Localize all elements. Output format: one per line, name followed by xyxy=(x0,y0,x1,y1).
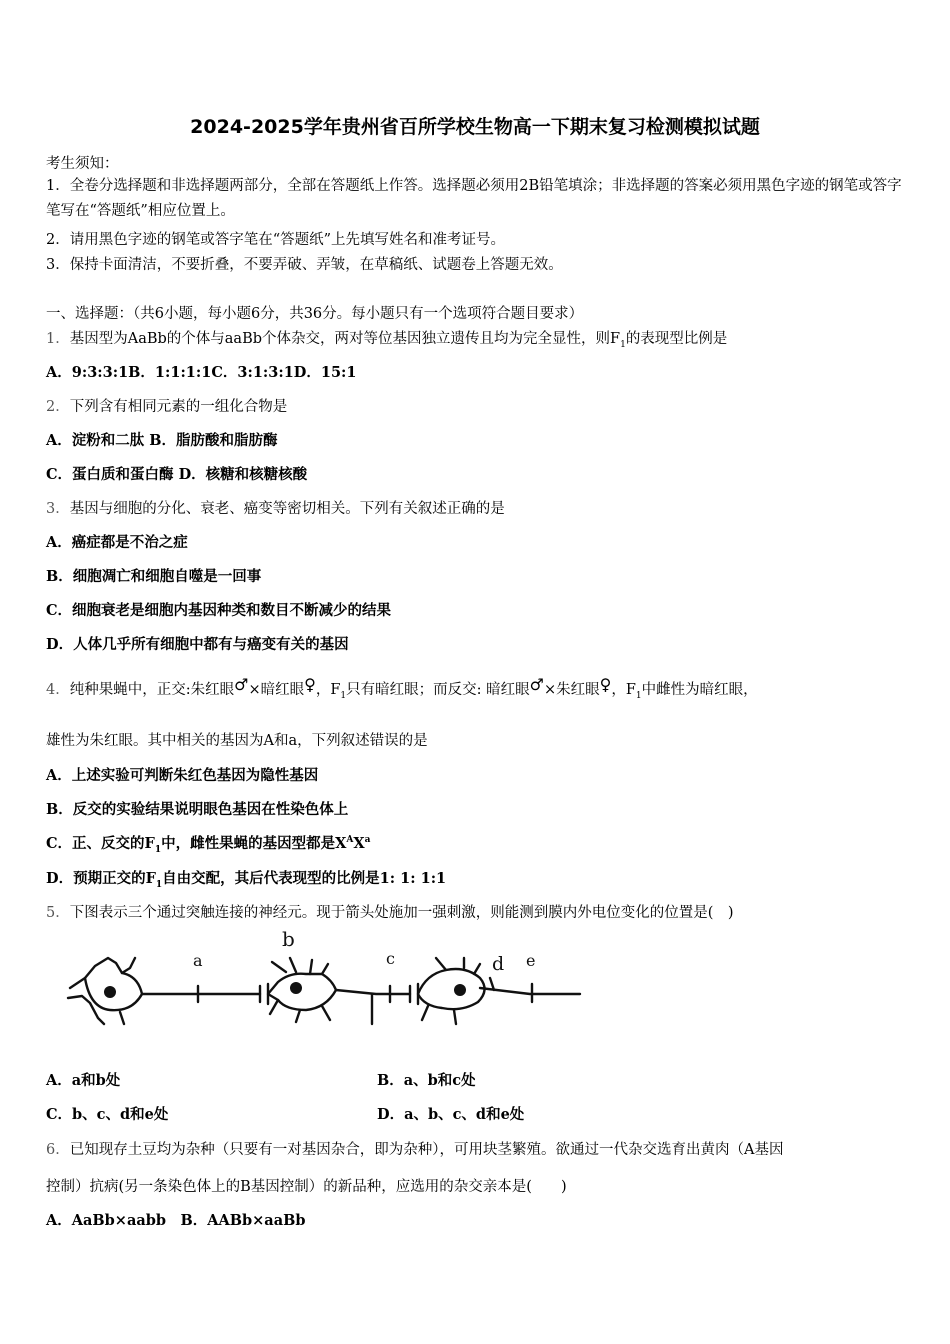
question-number: 3． xyxy=(46,501,70,517)
stem-text: 纯种果蝇中，正交:朱红眼 xyxy=(69,682,235,698)
question-number: 6． xyxy=(46,1142,70,1158)
neuron-3-nucleus xyxy=(454,984,466,996)
stem-text: 的表现型比例是 xyxy=(625,331,728,347)
question-3-option-b: B．细胞凋亡和细胞自噬是一回事 xyxy=(46,568,262,585)
question-3-option-a: A．癌症都是不治之症 xyxy=(46,534,188,551)
question-3-option-d: D．人体几乎所有细胞中都有与癌变有关的基因 xyxy=(46,636,349,653)
option-text: C．正、反交的F xyxy=(46,835,155,852)
option-text: C．蛋白质和蛋白酶 D．核糖和核糖核酸 xyxy=(46,466,308,483)
notice-item-2: 2．请用黑色字迹的钢笔或答字笔在“答题纸”上先填写姓名和准考证号。 xyxy=(46,232,506,248)
question-number: 2． xyxy=(46,399,70,415)
page-title: 2024-2025学年贵州省百所学校生物高一下期末复习检测模拟试题 xyxy=(190,116,760,138)
question-3-option-c: C．细胞衰老是细胞内基因种类和数目不断减少的结果 xyxy=(46,602,392,619)
question-2-option-ab xyxy=(46,429,278,450)
female-symbol-icon: ♀ xyxy=(304,675,316,694)
option-text: 中，雌性果蝇的基因型都是X xyxy=(161,835,347,852)
stem-text: ，F xyxy=(611,682,636,698)
question-6-stem xyxy=(46,1138,783,1159)
label-d: d xyxy=(492,953,505,975)
female-symbol-icon: ♀ xyxy=(599,675,612,694)
question-1-stem xyxy=(46,327,727,350)
neuron-diagram xyxy=(60,928,590,1033)
option-text: A．淀粉和二肽 B．脂肪酸和脂肪酶 xyxy=(46,432,278,449)
stem-text: ×暗红眼 xyxy=(248,682,305,698)
label-c: c xyxy=(386,949,395,968)
question-5-option-a: A．a和b处 xyxy=(46,1072,121,1089)
question-5-option-c: C．b、c、d和e处 xyxy=(46,1106,169,1123)
question-3-stem xyxy=(46,497,505,518)
stem-text: 下列含有相同元素的一组化合物是 xyxy=(69,399,288,415)
stem-text: ，F xyxy=(315,682,341,698)
question-number: 5． xyxy=(46,905,70,921)
subscript: 1 xyxy=(340,690,347,701)
option-text: 自由交配，其后代表现型的比例是1: 1: 1:1 xyxy=(162,870,447,887)
question-1-options: A．9:3:3:1B．1:1:1:1C．3:1:3:1D．15:1 xyxy=(46,364,357,381)
stem-text: 已知现存土豆均为杂种（只要有一对基因杂合，即为杂种），可用块茎繁殖。欲通过一代杂交选育出黄肉（A基因 xyxy=(69,1142,784,1158)
option-text: D．预期正交的F xyxy=(46,870,156,887)
superscript: a xyxy=(364,835,371,846)
question-4-stem xyxy=(46,675,758,701)
section-heading: 一、选择题：（共6小题，每小题6分，共36分。每小题只有一个选项符合题目要求） xyxy=(46,306,584,322)
question-5-stem xyxy=(46,901,734,922)
question-6-options: A．AaBb×aabb B．AABb×aaBb xyxy=(46,1212,306,1229)
neuron-2-dendrite xyxy=(272,958,328,974)
question-2-option-cd xyxy=(46,463,307,484)
question-4-stem-line2: 雄性为朱红眼。其中相关的基因为A和a，下列叙述错误的是 xyxy=(46,733,428,749)
label-a: a xyxy=(193,951,203,970)
neuron-1-dendrite xyxy=(120,1012,124,1024)
neuron-2-dendrite xyxy=(270,1000,330,1022)
neuron-3-axon xyxy=(480,988,580,994)
superscript: A xyxy=(346,835,354,846)
question-4-option-a: A．上述实验可判断朱红色基因为隐性基因 xyxy=(46,767,319,784)
notice-heading: 考生须知： xyxy=(46,156,119,172)
question-number: 1． xyxy=(46,331,70,347)
stem-text: 基因型为AaBb的个体与aaBb个体杂交，两对等位基因独立遗传且均为完全显性，则F xyxy=(69,331,621,347)
label-b: b xyxy=(282,928,295,951)
question-4-option-d xyxy=(46,867,446,890)
male-symbol-icon: ♂ xyxy=(529,675,544,694)
neuron-1-dendrite xyxy=(68,996,104,1024)
option-text: X xyxy=(353,835,365,852)
notice-item-1: 1．全卷分选择题和非选择题两部分，全部在答题纸上作答。选择题必须用2B铅笔填涂；非选择题的答案必须用黑色字迹的钢笔或答字笔写在“答题纸”相应位置上。 xyxy=(46,178,902,219)
neuron-2-body xyxy=(268,974,336,1010)
notice-item-3: 3．保持卡面清洁，不要折叠，不要弄破、弄皱，在草稿纸、试题卷上答题无效。 xyxy=(46,257,563,273)
question-4-option-c xyxy=(46,832,370,855)
label-e: e xyxy=(526,951,536,970)
stem-text: 基因与细胞的分化、衰老、癌变等密切相关。下列有关叙述正确的是 xyxy=(69,501,505,517)
question-6-stem-line2: 控制）抗病(另一条染色体上的B基因控制）的新品种，应选用的杂交亲本是( ) xyxy=(46,1179,567,1195)
stem-text: 只有暗红眼；而反交: 暗红眼 xyxy=(346,682,530,698)
subscript: 1 xyxy=(155,879,163,890)
subscript: 1 xyxy=(154,844,162,855)
synapse-1 xyxy=(260,984,268,1004)
question-5-option-d: D．a、b、c、d和e处 xyxy=(377,1106,525,1123)
stem-text: ×朱红眼 xyxy=(543,682,600,698)
stem-text: 下图表示三个通过突触连接的神经元。现于箭头处施加一强刺激，则能测到膜内外电位变化的位置是( ) xyxy=(69,905,734,921)
neuron-1-nucleus xyxy=(104,986,116,998)
subscript: 1 xyxy=(635,690,642,701)
question-5-option-b: B．a、b和c处 xyxy=(377,1072,476,1089)
male-symbol-icon: ♂ xyxy=(234,675,249,694)
subscript: 1 xyxy=(620,339,626,350)
question-4-option-b: B．反交的实验结果说明眼色基因在性染色体上 xyxy=(46,801,349,818)
question-number: 4． xyxy=(46,682,70,698)
stem-text: 中雌性为暗红眼， xyxy=(641,682,758,698)
neuron-2-nucleus xyxy=(290,982,302,994)
question-2-stem xyxy=(46,395,287,416)
